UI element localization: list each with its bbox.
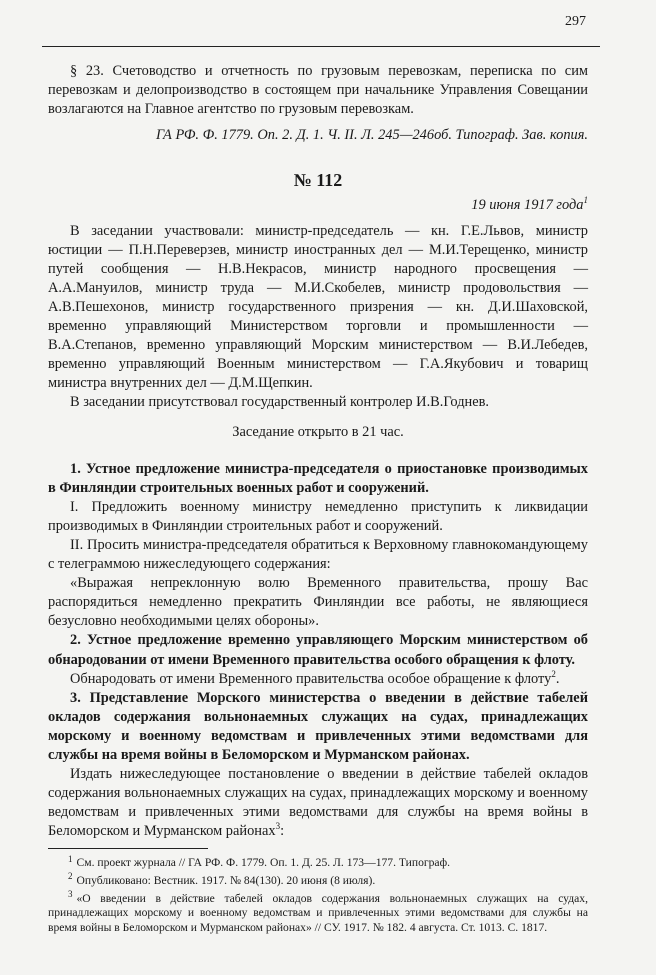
page-body [48,62,588,935]
item-1-telegram: «Выражая непреклонную волю Временного правительства, прошу Вас распорядиться немедленно прекратить Финляндии все работы, не являющиеся безусловно необходимыми целях обороны». [48,575,588,630]
item-3-text [48,765,588,841]
item-2-end: . [555,670,560,687]
footnote-1 [48,853,588,871]
document-date [48,196,588,215]
item-3-end: : [280,823,285,840]
item-1-heading: 1. Устное предложение министра-председателя о приостановке производимых в Финляндии строительных военных работ и сооружений. [48,460,588,496]
document-number: № 112 [293,170,343,191]
date-text: 19 июня 1917 года [471,197,584,214]
footnote-2 [48,871,588,889]
paragraph-23: § 23. Счетоводство и отчетность по грузовым перевозкам, переписка по сим перевозкам и делопроизводство в состоящем при начальнике Управления Совещании возлагаются на Главное агентство по грузовым перевозкам. [48,63,588,118]
footnote-mark: 2 [68,871,73,882]
footnote-mark: 3 [68,888,73,899]
item-3-heading: 3. Представление Морского министерства о введении в действие табелей окладов содержания вольнонаемных служащих на судах, принадлежащих морскому и военному ведомствам и привлеченных этими ведомствами для службы на время войны в Беломорском и Мурманском районах. [48,689,588,763]
footnote-3 [48,888,588,936]
item-2-heading: 2. Устное предложение временно управляющего Морским министерством об обнародовании от имени Временного правительства особого обращения к флоту. [48,632,588,668]
controller-present: В заседании присутствовал государственный контролер И.В.Годнев. [70,394,489,411]
footnote-text: «О введении в действие табелей окладов содержания вольнонаемных служащих на судах, принадлежащих морскому и военному ведомствам и привлеченных этими ведомствами для службы на время войны в Беломорском и Мурманском районах» // СУ. 1917. № 182. 4 августа. Ст. 1013. С. 1817. [48,891,588,934]
session-opened: Заседание открыто в 21 час. [232,423,404,440]
archive-source: ГА РФ. Ф. 1779. Оп. 2. Д. 1. Ч. II. Л. 245—246об. Типограф. Зав. копия. [155,127,588,144]
participants: В заседании участвовали: министр-председатель — кн. Г.Е.Львов, министр юстиции — П.Н.Переверзев, министр иностранных дел — М.И.Терещенко, министр путей сообщения — Н.В.Некрасов, министр народного просвещения — А.А.Мануилов, министр труда — М.И.Скобелев, министр продовольствия — А.В.Пешехонов, министр государственного призрения — кн. Д.И.Шаховской, временно управляющий Министерством торговли и промышленности — В.А.Степанов, временно управляющий Морским министерством — В.И.Лебедев, временно управляющий Военным министерством — Г.А.Якубович и товарищ министра внутренних дел — Д.М.Щепкин. [48,222,588,392]
page-number: 297 [565,14,586,29]
footnote-ref-1: 1 [583,195,588,206]
footnote-ref-2: 2 [551,668,556,679]
item-1-point-2: II. Просить министра-председателя обратиться к Верховному главнокомандующему с телеграммою нижеследующего содержания: [48,536,588,573]
item-2-body: Обнародовать от имени Временного правительства особое обращение к флоту [70,670,552,687]
footnote-ref-3: 3 [275,821,281,832]
item-2-text [48,670,588,689]
footnote-rule [48,848,208,849]
header-rule [42,46,600,47]
footnote-text: См. проект журнала // ГА РФ. Ф. 1779. Оп. 1. Д. 25. Л. 173—177. Типограф. [76,856,450,870]
item-1-point-1: I. Предложить военному министру немедленно приступить к ликвидации производимых в Финляндии строительных работ и сооружений. [48,498,588,534]
footnote-mark: 1 [68,853,73,864]
item-3-body: Издать нижеследующее постановление о введении в действие табелей окладов содержания вольнонаемных служащих на судах, принадлежащих морскому и военному ведомствам и привлеченных этими ведомствами для службы на время войны в Беломорском и Мурманском районах [48,766,588,840]
footnote-text: Опубликовано: Вестник. 1917. № 84(130). 20 июня (8 июля). [76,874,376,888]
